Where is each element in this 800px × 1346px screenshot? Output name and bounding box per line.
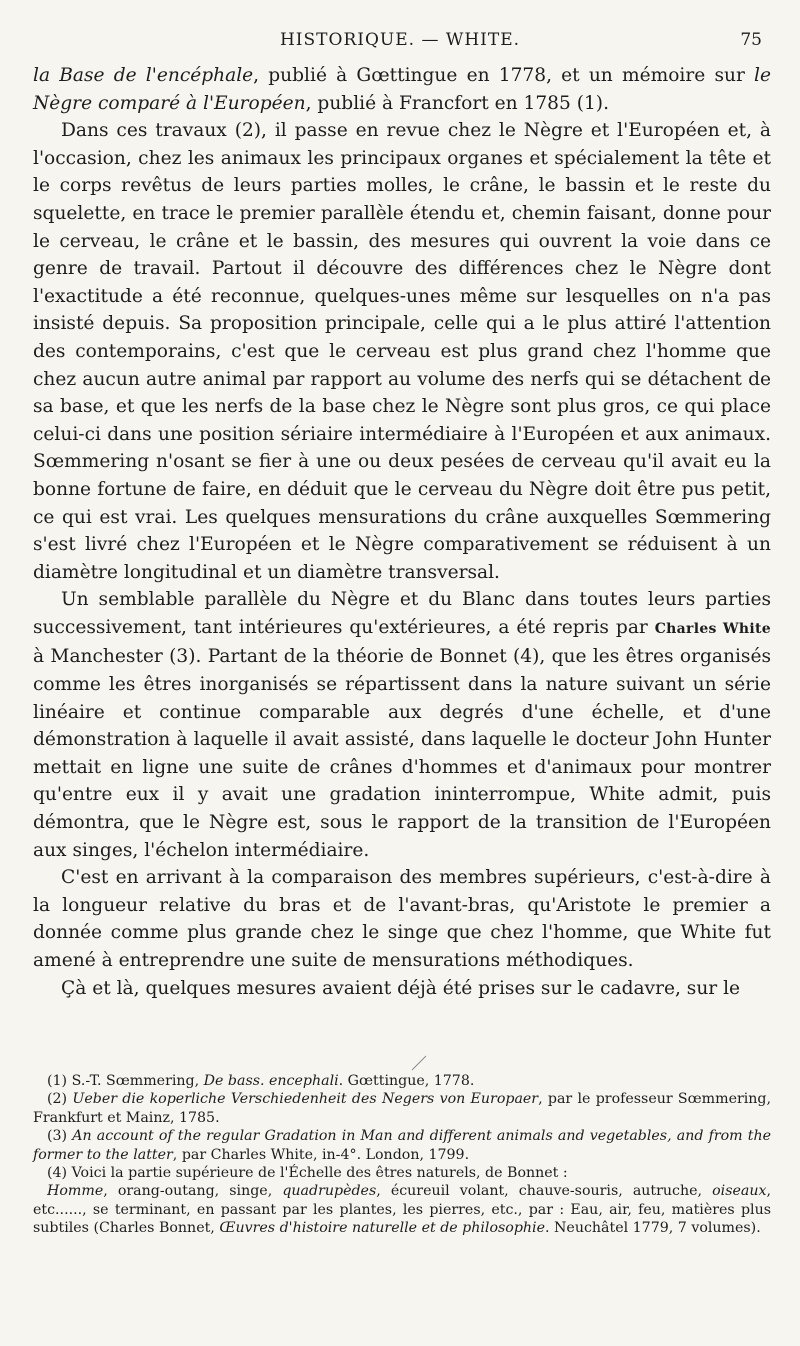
text-span: An account of the regular Gradation in Man and different animals and vegetables, and from the former to the latter — [33, 1128, 772, 1163]
text-span: , etc......, se terminant, en passant par les plantes, les pierres, etc., par : Eau, air, feu, matières plus subtiles (Charles Bonnet, — [33, 1183, 771, 1237]
footnote-mark — [410, 1054, 428, 1072]
footnote-3 — [33, 1127, 771, 1164]
text-span: . Gœttingue, 1778. — [338, 1073, 475, 1089]
text-span: , orang-outang, singe, — [103, 1183, 283, 1200]
page-header — [0, 30, 800, 56]
text-span: oiseaux — [712, 1183, 767, 1200]
text-span: , par le professeur Sœmmering, Frankfurt et Mainz, 1785. — [33, 1091, 772, 1126]
text-span: . Neuchâtel 1779, 7 volumes). — [545, 1220, 761, 1237]
text-span: Un semblable parallèle du Nègre et du Blanc dans toutes leurs parties successivement, tant intérieures qu'extérieures, a été repris par — [33, 589, 771, 638]
text-span: quadrupèdes — [282, 1183, 377, 1200]
paragraph-white — [33, 586, 771, 864]
footnote-2 — [33, 1090, 771, 1127]
paragraph-membres: C'est en arrivant à la comparaison des membres supérieurs, c'est-à-dire à la longueur relative du bras et de l'avant-bras, qu'Aristote le premier a donnée comme plus grande chez le singe que chez l'homme, que White fut amené à entreprendre une suite de mensurations méthodiques. — [33, 867, 771, 971]
page-number: 75 — [740, 30, 762, 50]
author-name-white: Charles White — [654, 620, 772, 637]
paragraph-mesures: Çà et là, quelques mesures avaient déjà été prises sur le cadavre, sur le — [61, 977, 741, 999]
text-span: , publié à Gœttingue en 1778, et un mémoire sur — [253, 65, 755, 86]
title-negre-compare: le Nègre comparé à l'Européen — [33, 65, 771, 114]
footnote-4: (4) Voici la partie supérieure de l'Échelle des êtres naturels, de Bonnet : — [47, 1165, 568, 1182]
text-span: , publié à Francfort en 1785 (1). — [305, 92, 609, 114]
text-span: Œuvres d'histoire naturelle et de philosophie — [219, 1220, 545, 1237]
main-text — [33, 62, 771, 1002]
text-span: De bass. encephali — [203, 1073, 339, 1089]
text-span: (2) — [47, 1091, 73, 1108]
footnote-4-continued — [33, 1182, 771, 1237]
footnote-1 — [33, 1072, 771, 1090]
running-title: HISTORIQUE. — WHITE. — [279, 30, 521, 50]
text-span: Ueber die koperliche Verschiedenheit des Negers von Europaer — [72, 1091, 539, 1108]
text-span: Homme — [47, 1183, 104, 1200]
title-base-encephale: la Base de l'encéphale — [33, 65, 254, 86]
text-span: , par Charles White, in-4°. London, 1799. — [172, 1146, 470, 1163]
paragraph-continuation — [33, 62, 771, 117]
text-span: , écureuil volant, chauve-souris, autruche, — [376, 1183, 713, 1200]
footnotes — [33, 1072, 771, 1238]
text-span: (1) S.-T. Sœmmering, — [47, 1073, 204, 1089]
text-span: (3) — [47, 1128, 73, 1145]
paragraph-soemmering: Dans ces travaux (2), il passe en revue chez le Nègre et l'Européen et, à l'occasion, chez les animaux les principaux organes et spécialement la tête et le corps revêtus de leurs parties molles, le crâne, le bassin et le reste du squelette, en trace le premier parallèle étendu et, chemin faisant, donne pour le cerveau, le crâne et le bassin, des mesures qui ouvrent la voie dans ce genre de travail. Partout il découvre des différences chez le Nègre dont l'exactitude a été reconnue, quelques-unes même sur lesquelles on n'a pas insisté depuis. Sa proposition principale, celle qui a le plus attiré l'attention des contemporains, c'est que le cerveau est plus grand chez l'homme que chez aucun autre animal par rapport au volume des nerfs qui se détachent de sa base, et que les nerfs de la base chez le Nègre sont plus gros, ce qui place celui-ci dans une position sériaire intermédiaire à l'Européen et aux animaux. Sœmmering n'osant se fier à une ou deux pesées de cerveau qu'il avait eu la bonne fortune de faire, en déduit que le cerveau du Nègre doit être pus petit, ce qui est vrai. Les quelques mensurations du crâne auxquelles Sœmmering s'est livré chez l'Européen et le Nègre comparativement se réduisent à un diamètre longitudinal et un diamètre transversal. — [33, 120, 771, 583]
text-span: à Manchester (3). Partant de la théorie de Bonnet (4), que les êtres organisés comme les êtres inorganisés se répartissent dans la nature suivant un série linéaire et continue comparable aux degrés d'une échelle, et d'une démonstration à laquelle il avait assisté, dans laquelle le docteur John Hunter mettait en ligne une suite de crânes d'hommes et d'animaux pour montrer qu'entre eux il y avait une gradation ininterrompue, White admit, puis démontra, que le Nègre est, sous le rapport de la transition de l'Européen aux singes, l'échelon intermédiaire. — [33, 646, 771, 861]
